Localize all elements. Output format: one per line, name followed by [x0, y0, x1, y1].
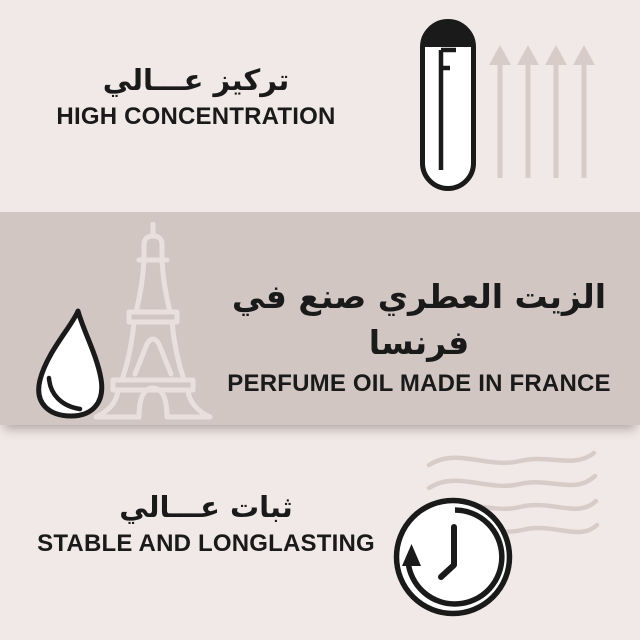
section-stable-longlasting [0, 425, 640, 640]
eiffel-tower-icon [93, 222, 217, 420]
section-caption [28, 60, 364, 132]
title-english: PERFUME OIL MADE IN FRANCE [227, 370, 611, 397]
title-english: STABLE AND LONGLASTING [37, 530, 375, 557]
section-made-in-france [0, 212, 640, 425]
clock-rotation-icon [391, 495, 515, 619]
title-arabic: الزيت العطري صنع في فرنسا [231, 277, 607, 362]
section-caption [24, 487, 388, 559]
section-high-concentration [0, 0, 640, 212]
section-caption [225, 274, 613, 399]
rising-arrows-icon [488, 42, 604, 182]
title-arabic: تركيز عـــالي [102, 63, 290, 97]
title-arabic: ثبات عـــالي [119, 490, 293, 524]
thermometer-icon [419, 18, 477, 192]
title-english: HIGH CONCENTRATION [56, 103, 336, 130]
water-drop-icon [33, 306, 111, 420]
